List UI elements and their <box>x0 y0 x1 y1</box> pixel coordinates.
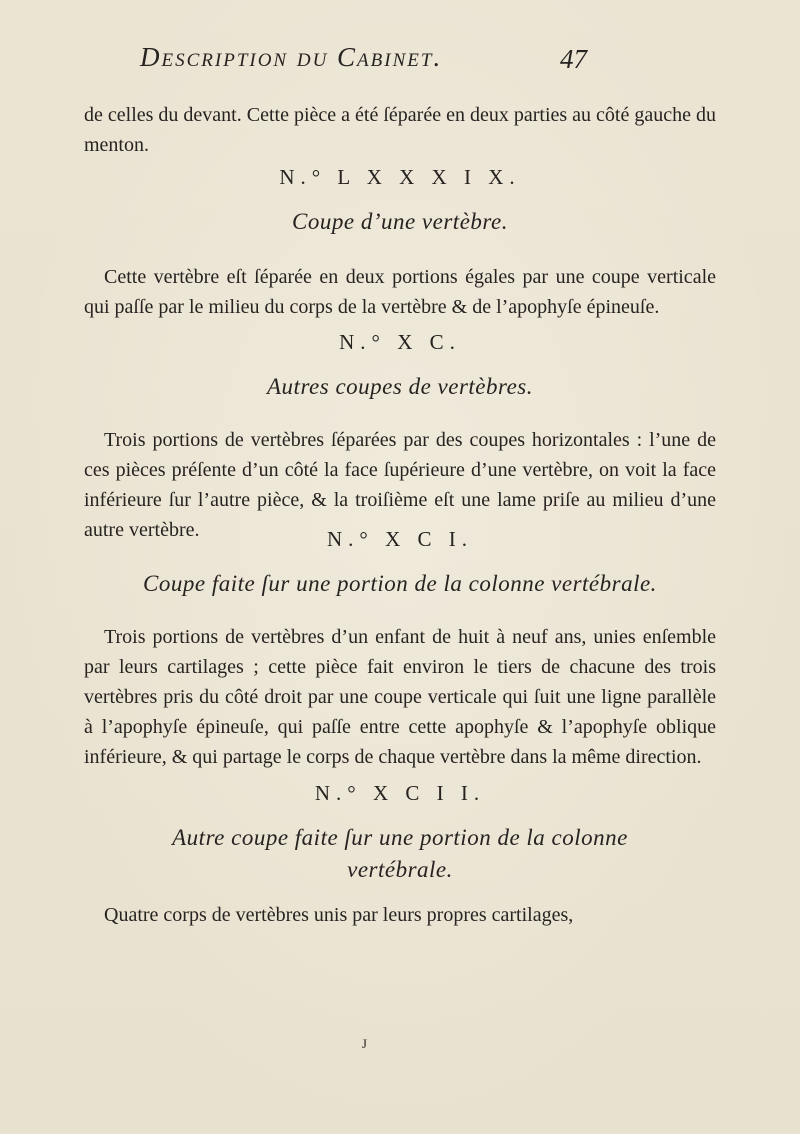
entry-text-89: Cette vertèbre eſt ſéparée en deux portions égales par une coupe verticale qui paſſe par le milieu du corps de la vertèbre & de l’apophyſe épineuſe. <box>84 266 716 318</box>
signature-mark: ᴊ <box>362 1032 368 1052</box>
entry-title-92-line1: Autre coupe faite ſur une portion de la colonne <box>172 825 628 850</box>
entry-number-89: N.° L X X X I X. <box>279 165 521 189</box>
entry-title-92-line2: vertébrale. <box>347 857 453 882</box>
entry-number-90: N.° X C. <box>339 330 461 354</box>
entry-number-91: N.° X C I. <box>327 527 473 551</box>
entry-title-89: Coupe d’une vertèbre. <box>292 209 508 234</box>
entry-number-92: N.° X C I I. <box>314 781 486 805</box>
entry-title-91: Coupe faite ſur une portion de la colonne vertébrale. <box>143 571 657 596</box>
paragraph-continuation: de celles du devant. Cette pièce a été ſéparée en deux parties au côté gauche du menton. <box>84 104 716 156</box>
entry-text-91: Trois portions de vertèbres d’un enfant de huit à neuf ans, unies enſemble par leurs cartilages ; cette pièce fait environ le tiers de chacune des trois vertèbres pris du côté droit par une coupe verticale qui ſuit une ligne parallèle à l’apophyſe épineuſe, qui paſſe entre cette apophyſe & l’apophyſe oblique inférieure, & qui partage le corps de chaque vertèbre dans la même direction. <box>84 626 716 768</box>
page-number: 47 <box>560 44 587 74</box>
entry-text-92: Quatre corps de vertèbres unis par leurs propres cartilages, <box>104 904 574 926</box>
entry-title-92 <box>0 822 800 886</box>
entry-title-90: Autres coupes de vertèbres. <box>267 374 533 399</box>
entry-text-90: Trois portions de vertèbres ſéparées par des coupes horizontales : l’une de ces pièces préſente d’un côté la face ſupérieure d’une vertèbre, on voit la face inférieure ſur l’autre pièce, & la troiſième eſt une lame priſe au milieu d’une autre vertèbre. <box>84 429 716 541</box>
running-head: Description du Cabinet. <box>140 42 443 72</box>
